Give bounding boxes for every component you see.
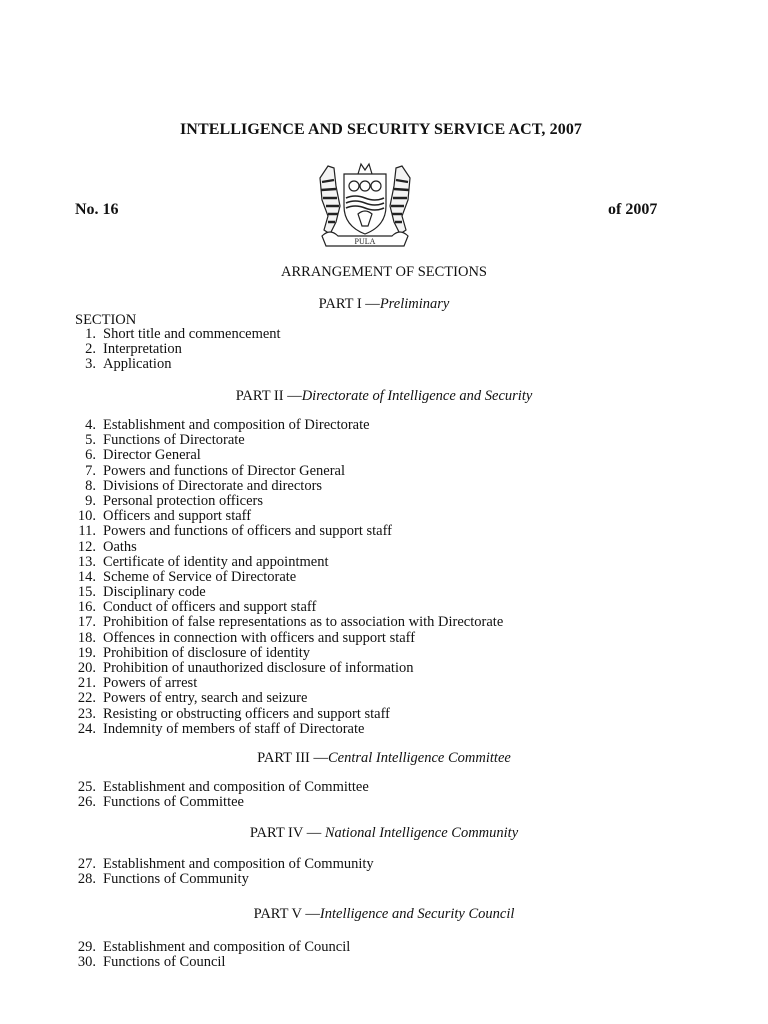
coat-of-arms-emblem	[306, 156, 424, 248]
part-label: PART IV —	[249, 825, 325, 841]
part-heading-2	[0, 388, 768, 405]
part-label: PART III —	[257, 750, 328, 766]
arrangement-heading: ARRANGEMENT OF SECTIONS	[281, 264, 487, 280]
act-number: No. 16	[75, 201, 119, 218]
part-label: PART V —	[253, 906, 320, 922]
part-name: Intelligence and Security Council	[319, 906, 515, 922]
part-name: National Intelligence Community	[324, 825, 519, 841]
part-name: Preliminary	[379, 296, 450, 312]
section-column-label: SECTION	[75, 312, 137, 328]
act-year: of 2007	[608, 201, 658, 218]
part-name: Directorate of Intelligence and Security	[301, 388, 533, 404]
part-label: PART I —	[318, 296, 380, 312]
part-name: Central Intelligence Committee	[328, 750, 511, 766]
svg-text:PULA: PULA	[354, 237, 376, 246]
part-heading-3	[0, 750, 768, 767]
act-title: INTELLIGENCE AND SECURITY SERVICE ACT, 2007	[179, 121, 583, 138]
part-label: PART II —	[235, 388, 302, 404]
part-heading-5	[0, 906, 768, 923]
part-heading-1	[0, 296, 768, 313]
part-heading-4	[0, 825, 768, 842]
